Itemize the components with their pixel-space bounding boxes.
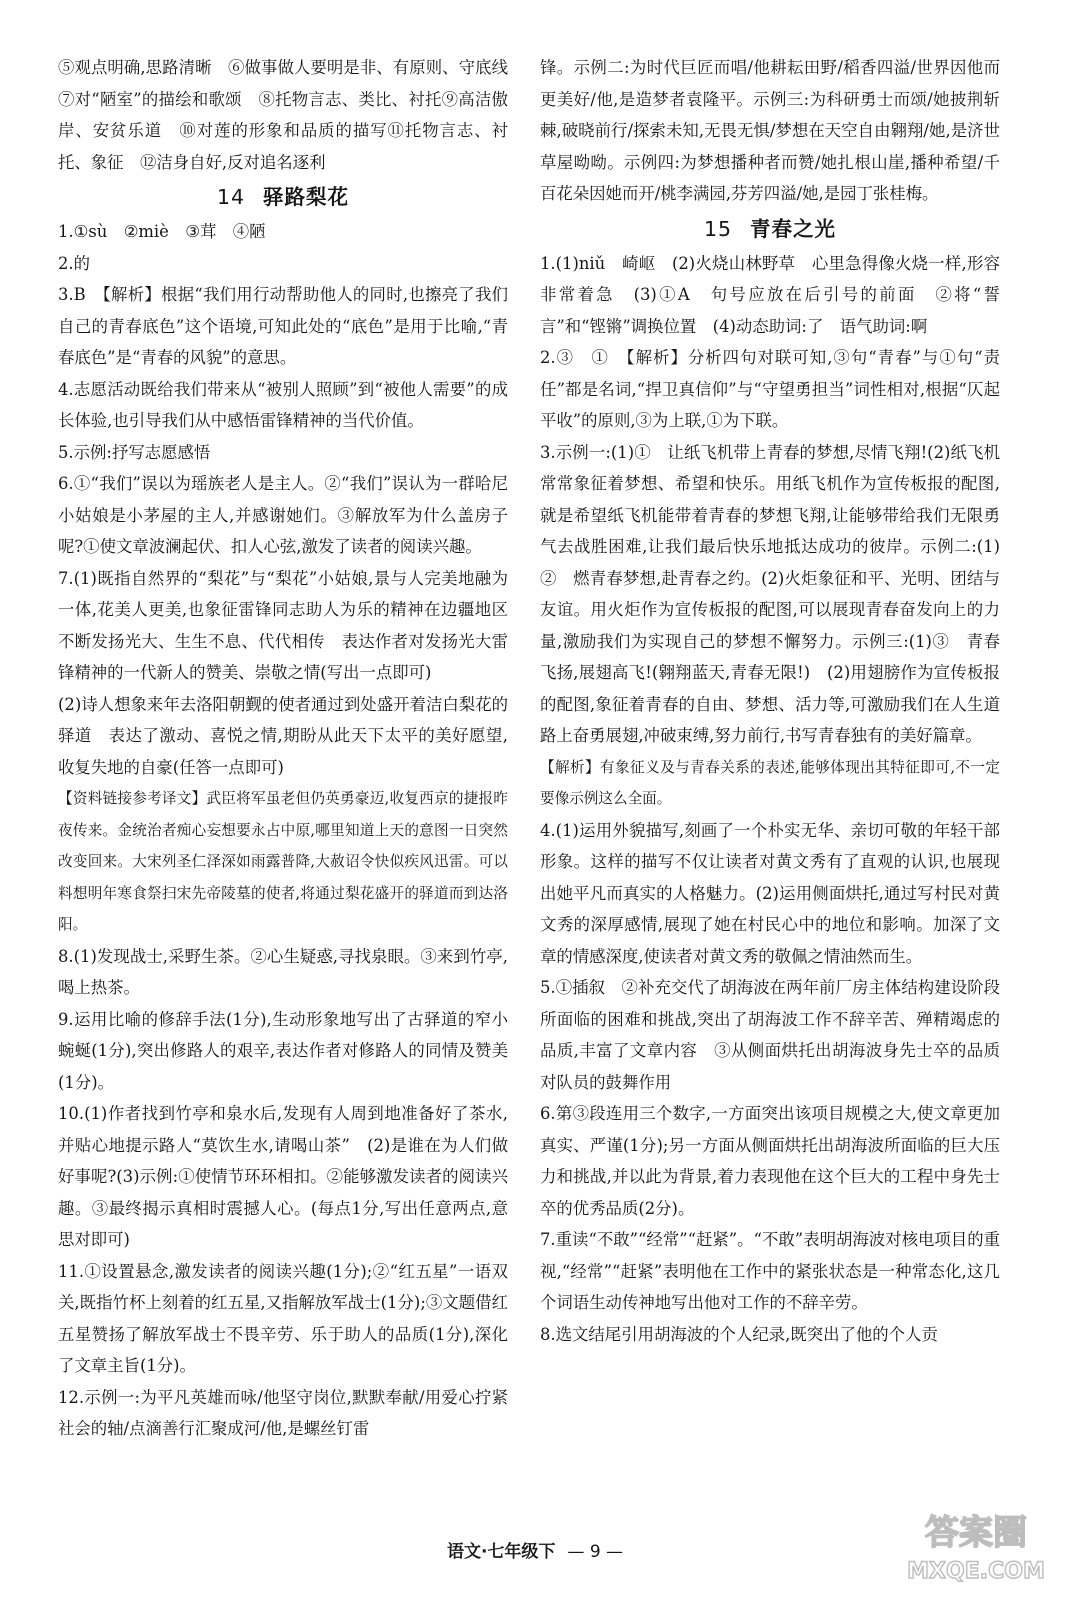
answer-item: 3.B 【解析】根据“我们用行动帮助他人的同时,也擦亮了我们自己的青春底色”这个语境,可知此处的“底色”是用于比喻,“青春底色”是“青春的风貌”的意思。 <box>58 285 508 367</box>
reference-translation: 【资料链接参考译文】武臣将军虽老但仍英勇豪迈,收复西京的捷报昨夜传来。金统治者痴心妄想要永占中原,哪里知道上天的意图一日突然改变回来。大宋列圣仁泽深如雨露普降,大赦诏令快似疾风迅雷。可以料想明年寒食祭扫宋先帝陵墓的使者,将通过梨花盛开的驿道而到达洛阳。 <box>58 790 508 933</box>
answer-item: 6.①“我们”误以为瑶族老人是主人。②“我们”误认为一群哈尼小姑娘是小茅屋的主人,并感谢她们。③解放军为什么盖房子呢?①使文章波澜起伏、扣人心弦,激发了读者的阅读兴趣。 <box>58 474 508 556</box>
section-heading-15 <box>540 212 1000 246</box>
subject-label: 语文·七年级下 <box>446 1542 556 1562</box>
right-column <box>540 52 1000 1350</box>
answer-item: 8.选文结尾引用胡海波的个人纪录,既突出了他的个人贡 <box>540 1324 938 1344</box>
section-heading-14 <box>58 180 508 214</box>
answer-item: 6.第③段连用三个数字,一方面突出该项目规模之大,使文章更加真实、严谨(1分);另一方面从侧面烘托出胡海波所面临的巨大压力和挑战,并以此为背景,着力表现他在这个巨大的工程中身先士卒的优秀品质(2分)。 <box>540 1104 1000 1218</box>
answer-item: 1.①sù ②miè ③茸 ④陋 <box>58 222 266 241</box>
watermark-logo <box>896 1490 1056 1590</box>
answer-item: 5.①插叙 ②补充交代了胡海波在两年前厂房主体结构建设阶段所面临的困难和挑战,突出了胡海波工作不辞辛苦、殚精竭虑的品质,丰富了文章内容 ③从侧面烘托出胡海波身先士卒的品质对队员的鼓舞作用 <box>540 978 1000 1092</box>
answer-item: 7.(1)既指自然界的“梨花”与“梨花”小姑娘,景与人完美地融为一体,花美人更美,也象征雷锋同志助人为乐的精神在边疆地区不断发扬光大、生生不息、代代相传 表达作者对发扬光大雷锋精神的一代新人的赞美、崇敬之情(写出一点即可) <box>58 568 508 682</box>
left-column <box>58 52 525 1445</box>
answer-item: 2.③ ① 【解析】分析四句对联可知,③句“青春”与①句“责任”都是名词,“捍卫真信仰”与“守望勇担当”词性相对,根据“仄起平收”的原则,③为上联,①为下联。 <box>540 348 1000 430</box>
answer-item: 10.(1)作者找到竹亭和泉水后,发现有人周到地准备好了茶水,并贴心地提示路人“莫饮生水,请喝山茶” (2)是谁在为人们做好事呢?(3)示例:①使情节环环相扣。②能够激发读者的阅读兴趣。③最终揭示真相时震撼人心。(每点1分,写出任意两点,意思对即可) <box>58 1104 508 1249</box>
answer-item: 2.的 <box>58 253 91 273</box>
section-title: 驿路梨花 <box>263 185 350 209</box>
answer-item: 5.示例:抒写志愿感悟 <box>58 442 211 462</box>
answer-item: 3.示例一:(1)① 让纸飞机带上青春的梦想,尽情飞翔!(2)纸飞机常常象征着梦想、希望和快乐。用纸飞机作为宣传板报的配图,就是希望纸飞机能带着青春的梦想飞翔,让能够带给我们无限勇气去战胜困难,让我们最后快乐地抵达成功的彼岸。示例二:(1)② 燃青春梦想,赴青春之约。(2)火炬象征和平、光明、团结与友谊。用火炬作为宣传板报的配图,可以展现青春奋发向上的力量,激励我们为实现自己的梦想不懈努力。示例三:(1)③ 青春飞扬,展翅高飞!(翱翔蓝天,青春无限!) (2)用翅膀作为宣传板报的配图,象征着青春的自由、梦想、活力等,可激励我们在人生道路上奋勇展翅,冲破束缚,努力前行,书写青春独有的美好篇章。 <box>540 442 1000 745</box>
section-number: 14 <box>216 185 246 209</box>
section-title: 青春之光 <box>750 216 837 241</box>
answer-item: 1.(1)niǔ 崎岖 (2)火烧山林野草 心里急得像火烧一样,形容非常着急 (3)①A 句号应放在后引号的前面 ②将“誓言”和“铿锵”调换位置 (4)动态助词:了 语气助词:啊 <box>540 253 1000 336</box>
watermark-url: MXQE.COM <box>907 1559 1045 1584</box>
page-number: — 9 — <box>567 1542 624 1562</box>
answer-item: 锋。示例二:为时代巨匠而唱/他耕耘田野/稻香四溢/世界因他而更美好/他,是造梦者袁隆平。示例三:为科研勇士而颂/她披荆斩棘,破晓前行/探索未知,无畏无惧/梦想在天空自由翱翔/她,是济世草屋呦呦。示例四:为梦想播种者而赞/她扎根山崖,播种希望/千百花朵因她而开/桃李满园,芬芳四溢/她,是园丁张桂梅。 <box>540 58 1000 203</box>
answer-item: 4.志愿活动既给我们带来从“被别人照顾”到“被他人需要”的成长体验,也引导我们从中感悟雷锋精神的当代价值。 <box>58 379 508 430</box>
answer-item: 11.①设置悬念,激发读者的阅读兴趣(1分);②“红五星”一语双关,既指竹杯上刻着的红五星,又指解放军战士(1分);③文题借红五星赞扬了解放军战士不畏辛劳、乐于助人的品质(1分),深化了文章主旨(1分)。 <box>58 1261 508 1375</box>
answer-item: 12.示例一:为平凡英雄而咏/他坚守岗位,默默奉献/用爱心拧紧社会的轴/点滴善行汇聚成河/他,是螺丝钉雷 <box>58 1387 508 1438</box>
answer-item: ⑤观点明确,思路清晰 ⑥做事做人要明是非、有原则、守底线 ⑦对“陋室”的描绘和歌颂 ⑧托物言志、类比、衬托⑨高洁傲岸、安贫乐道 ⑩对莲的形象和品质的描写⑪托物言志、衬托、象征 ⑫洁身自好,反对追名逐利 <box>58 58 525 172</box>
answer-item: 8.(1)发现战士,采野生茶。②心生疑惑,寻找泉眼。③来到竹亭,喝上热茶。 <box>58 946 508 997</box>
section-number: 15 <box>703 216 733 241</box>
analysis-note: 【解析】有象征义及与青春关系的表述,能够体现出其特征即可,不一定要像示例这么全面。 <box>540 758 1000 807</box>
answer-item: 4.(1)运用外貌描写,刻画了一个朴实无华、亲切可敬的年轻干部形象。这样的描写不仅让读者对黄文秀有了直观的认识,也展现出她平凡而真实的人格魅力。(2)运用侧面烘托,通过写村民对黄文秀的深厚感情,展现了她在村民心中的地位和影响。加深了文章的情感深度,使读者对黄文秀的敬佩之情油然而生。 <box>540 820 1000 966</box>
watermark-text: 答案圈 <box>925 1513 1027 1553</box>
answer-item: 9.运用比喻的修辞手法(1分),生动形象地写出了古驿道的窄小蜿蜒(1分),突出修路人的艰辛,表达作者对修路人的同情及赞美(1分)。 <box>58 1009 508 1092</box>
answer-item: (2)诗人想象来年去洛阳朝觐的使者通过到处盛开着洁白梨花的驿道 表达了激动、喜悦之情,期盼从此天下太平的美好愿望,收复失地的自豪(任答一点即可) <box>58 694 508 777</box>
answer-item: 7.重读“不敢”“经常”“赶紧”。“不敢”表明胡海波对核电项目的重视,“经常”“赶紧”表明他在工作中的紧张状态是一种常态化,这几个词语生动传神地写出他对工作的不辞辛劳。 <box>540 1230 1000 1312</box>
